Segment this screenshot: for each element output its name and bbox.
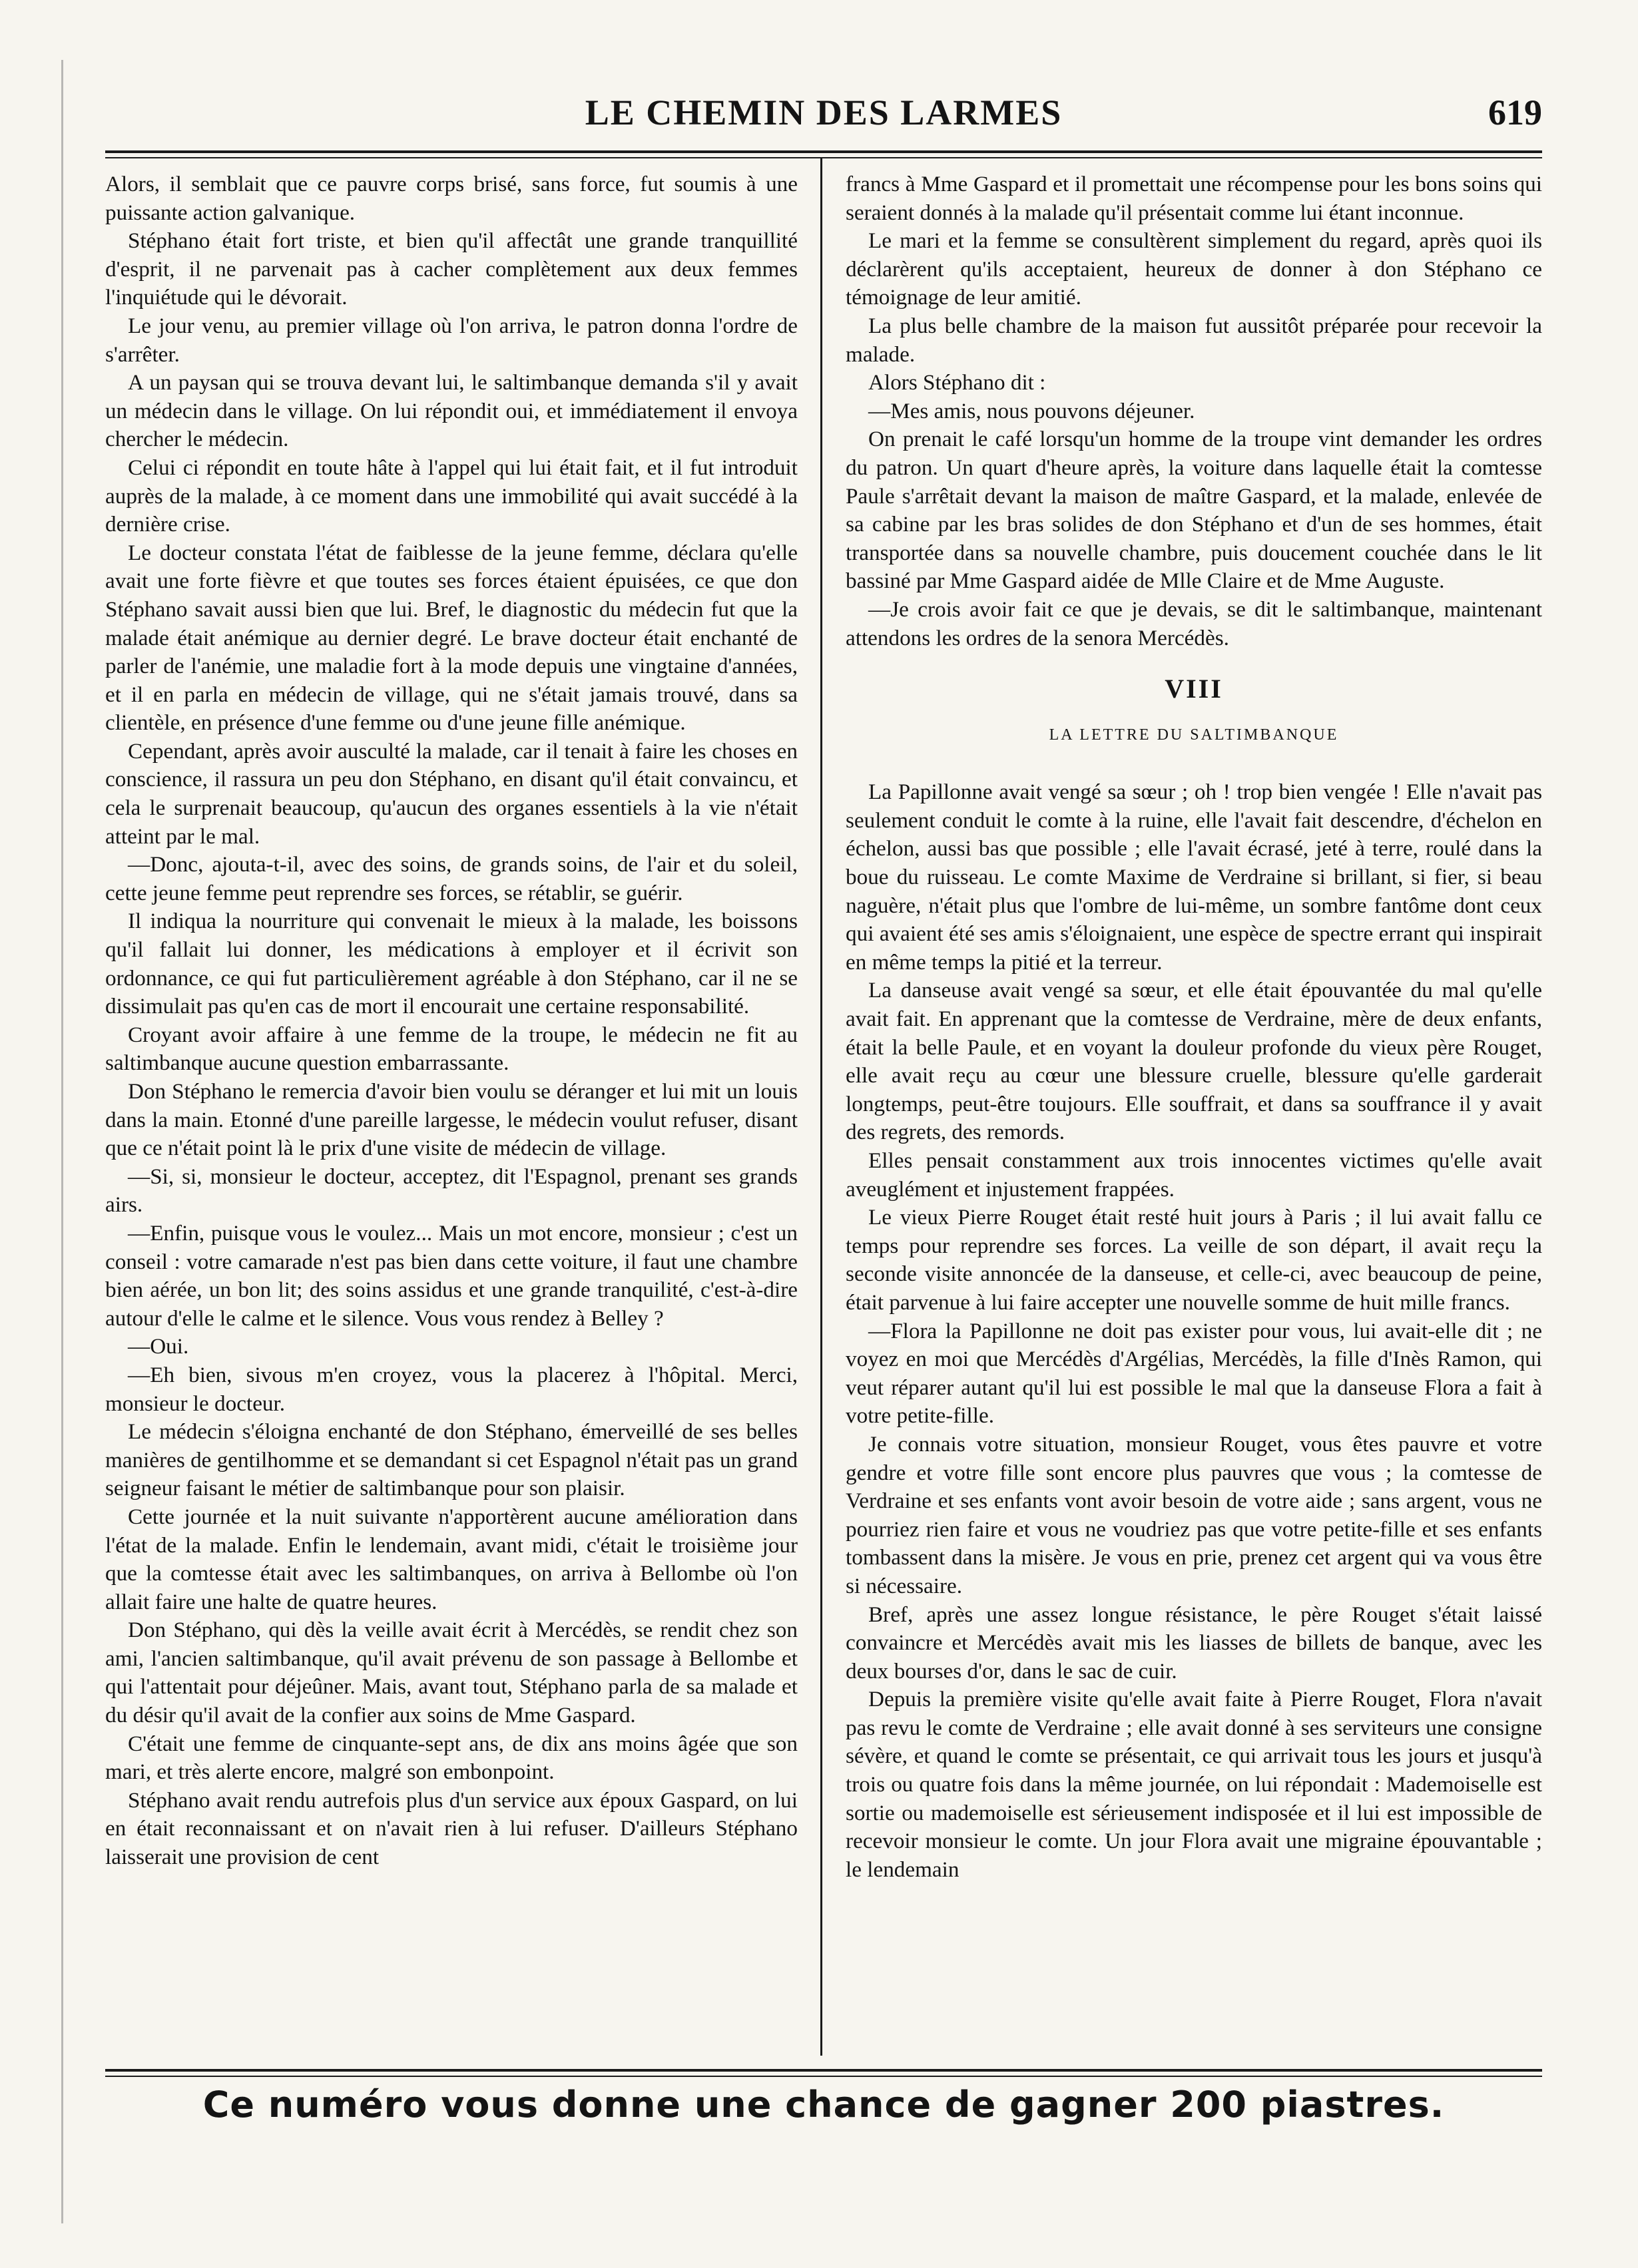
- paragraph: —Flora la Papillonne ne doit pas exister pour vous, lui avait-elle dit ; ne voyez en moi que Mercédès d'Argélias, Mercédès, la fille d'Inès Ramon, qui veut réparer autant qu'il lui est possible le mal que la danseuse Flora a fait à votre petite-fille.: [846, 1318, 1542, 1429]
- paragraph: Stéphano avait rendu autrefois plus d'un service aux époux Gaspard, on lui en était reconnaissant et on n'avait rien à lui refuser. D'ailleurs Stéphano laisserait une provision de cent: [105, 1787, 798, 1870]
- right-column-top: [846, 170, 1542, 652]
- paragraph: Il indiqua la nourriture qui convenait le mieux à la malade, les boissons qu'il fallait lui donner, les médications à employer et il écrivit son ordonnance, ce qui fut particulièrement agréable à don Stéphano, car il ne se dissimulait pas qu'en cas de mort il encourait une certaine responsabilité.: [105, 909, 798, 1019]
- footer-rule-thin: [105, 2076, 1542, 2077]
- footer-banner: Ce numéro vous donne une chance de gagner 200 piastres.: [202, 2084, 1445, 2126]
- paragraph: Celui ci répondit en toute hâte à l'appel qui lui était fait, et il fut introduit auprès de la malade, à ce moment dans une immobilité qui avait succédé à la dernière crise.: [105, 455, 798, 537]
- paragraph: —Mes amis, nous pouvons déjeuner.: [868, 398, 1195, 423]
- paragraph: —Enfin, puisque vous le voulez... Mais un mot encore, monsieur ; c'est un conseil : votre camarade n'est pas bien dans cette voiture, il faut une chambre bien aérée, un bon lit; des soins assidus et une grande tranquilité, c'est-à-dire autour d'elle le calme et le silence. Vous vous rendez à Belley ?: [105, 1220, 798, 1331]
- paragraph: —Oui.: [128, 1334, 189, 1359]
- paragraph: Stéphano était fort triste, et bien qu'il affectât une grande tranquillité d'esprit, il ne parvenait pas à cacher complètement aux deux femmes l'inquiétude qui le dévorait.: [105, 228, 798, 310]
- page: [105, 79, 1542, 2126]
- paragraph: —Si, si, monsieur le docteur, acceptez, dit l'Espagnol, prenant ses grands airs.: [105, 1164, 798, 1218]
- paragraph: Je connais votre situation, monsieur Rouget, vous êtes pauvre et votre gendre et votre fille sont encore plus pauvres que vous ; la comtesse de Verdraine et ses enfants vont avoir besoin de votre aide ; sans argent, vous ne pourriez rien faire et vous ne voudriez pas que votre petite-fille et ses enfants tombassent dans la misère. Je vous en prie, prenez cet argent qui va vous être si nécessaire.: [846, 1431, 1542, 1598]
- paragraph: Elles pensait constamment aux trois innocentes victimes qu'elle avait aveuglément et injustement frappées.: [846, 1148, 1542, 1202]
- paragraph: La Papillonne avait vengé sa sœur ; oh ! trop bien vengée ! Elle n'avait pas seulement conduit le comte à la ruine, elle l'avait fait descendre, d'échelon en échelon, aussi bas que possible ; elle l'avait écrasé, jeté à terre, roulé dans la boue du ruisseau. Le comte Maxime de Verdraine si brillant, si fier, si beau naguère, n'était plus que l'ombre de lui-même, un sombre fantôme dont ceux qui avaient été ses amis s'éloignaient, une espèce de spectre errant qui inspirait en même temps la pitié et la terreur.: [846, 780, 1542, 975]
- column-divider: [820, 158, 822, 2056]
- paragraph: C'était une femme de cinquante-sept ans, de dix ans moins âgée que son mari, et très alerte encore, malgré son embonpoint.: [105, 1731, 798, 1785]
- text-columns: [105, 158, 1542, 2126]
- right-column: [846, 170, 1542, 2074]
- running-header: [105, 79, 1542, 153]
- paragraph: Cependant, après avoir ausculté la malade, car il tenait à faire les choses en conscience, il rassura un peu don Stéphano, en disant qu'il était convaincu, et cela le surprenait beaucoup, qu'aucun des organes essentiels à la vie n'était atteint par le mal.: [105, 738, 798, 849]
- paragraph: —Eh bien, sivous m'en croyez, vous la placerez à l'hôpital. Merci, monsieur le docteur.: [105, 1362, 798, 1416]
- paragraph: Alors Stéphano dit :: [868, 370, 1046, 395]
- paragraph: A un paysan qui se trouva devant lui, le saltimbanque demanda s'il y avait un médecin dans le village. On lui répondit oui, et immédiatement il envoya chercher le médecin.: [105, 370, 798, 452]
- paragraph: —Donc, ajouta-t-il, avec des soins, de grands soins, de l'air et du soleil, cette jeune femme peut reprendre ses forces, se rétablir, se guérir.: [105, 852, 798, 905]
- paragraph: La plus belle chambre de la maison fut aussitôt préparée pour recevoir la malade.: [846, 313, 1542, 367]
- binding-margin-line: [61, 60, 63, 2223]
- paragraph: Le mari et la femme se consultèrent simplement du regard, après quoi ils déclarèrent qu'ils acceptaient, heureux de donner à don Stéphano ce témoignage de leur amitié.: [846, 228, 1542, 310]
- paragraph: Don Stéphano le remercia d'avoir bien voulu se déranger et lui mit un louis dans la main. Etonné d'une pareille largesse, le médecin voulut refuser, disant que ce n'était point là le prix d'une visite de médecin de village.: [105, 1079, 798, 1161]
- paragraph: francs à Mme Gaspard et il promettait une récompense pour les bons soins qui seraient donnés à la malade qu'il présentait comme lui étant inconnue.: [846, 172, 1542, 225]
- paragraph: Le vieux Pierre Rouget était resté huit jours à Paris ; il lui avait fallu ce temps pour reprendre ses forces. La veille de son départ, il avait reçu la seconde visite annoncée de la danseuse, et celle-ci, avec beaucoup de peine, était parvenue à lui faire accepter une nouvelle somme de huit mille francs.: [846, 1205, 1542, 1315]
- page-number: 619: [1488, 93, 1542, 132]
- paragraph: Le médecin s'éloigna enchanté de don Stéphano, émerveillé de ses belles manières de gentilhomme et se demandant si cet Espagnol n'était pas un grand seigneur faisant le métier de saltimbanque pour son plaisir.: [105, 1419, 798, 1501]
- paragraph: Croyant avoir affaire à une femme de la troupe, le médecin ne fit au saltimbanque aucune question embarrassante.: [105, 1022, 798, 1076]
- running-title: LE CHEMIN DES LARMES: [585, 93, 1063, 132]
- paragraph: Alors, il semblait que ce pauvre corps brisé, sans force, fut soumis à une puissante action galvanique.: [105, 172, 798, 225]
- paragraph: Cette journée et la nuit suivante n'apportèrent aucune amélioration dans l'état de la malade. Enfin le lendemain, avant midi, c'était le troisième jour que la comtesse était avec les saltimbanques, on arriva à Bellombe où l'on allait faire une halte de quatre heures.: [105, 1504, 798, 1614]
- right-column-bottom: [846, 778, 1542, 1884]
- footer-rule: [105, 2069, 1542, 2072]
- section-number: VIII: [1165, 674, 1223, 704]
- paragraph: Depuis la première visite qu'elle avait faite à Pierre Rouget, Flora n'avait pas revu le comte de Verdraine ; elle avait donné à ses serviteurs une consigne sévère, et quand le comte se présentait, ce qui arrivait tous les jours et jusqu'à trois ou quatre fois dans la même journée, on lui répondait : Mademoiselle est sortie ou mademoiselle est sérieusement indisposée et il lui est impossible de recevoir monsieur le comte. Un jour Flora avait une migraine épouvantable ; le lendemain: [846, 1687, 1542, 1882]
- paragraph: Le jour venu, au premier village où l'on arriva, le patron donna l'ordre de s'arrêter.: [105, 313, 798, 367]
- paragraph: La danseuse avait vengé sa sœur, et elle était épouvantée du mal qu'elle avait fait. En apprenant que la comtesse de Verdraine, mère de deux enfants, était la belle Paule, et en voyant la douleur profonde du vieux père Rouget, elle avait reçu au cœur une blessure cruelle, blessure qu'elle garderait longtemps, peut-être toujours. Elle souffrait, et dans sa souffrance il y avait des regrets, des remords.: [846, 978, 1542, 1145]
- left-column: [105, 170, 798, 2074]
- paragraph: Don Stéphano, qui dès la veille avait écrit à Mercédès, se rendit chez son ami, l'ancien saltimbanque, qu'il avait prévenu de son passage à Bellombe et qui l'attentait pour déjeûner. Mais, avant tout, Stéphano parla de sa malade et du désir qu'il avait de la confier aux soins de Mme Gaspard.: [105, 1618, 798, 1728]
- section-title: LA LETTRE DU SALTIMBANQUE: [1049, 726, 1339, 744]
- paragraph: Le docteur constata l'état de faiblesse de la jeune femme, déclara qu'elle avait une forte fièvre et que toutes ses forces étaient épuisées, ce que don Stéphano savait aussi bien que lui. Bref, le diagnostic du médecin fut que la malade était anémique au dernier degré. Le brave docteur était enchanté de parler de l'anémie, une maladie fort à la mode depuis une vingtaine d'années, et il en parla en médecin de village, qui ne s'était jamais trouvé, dans sa clientèle, en présence d'une femme ou d'une jeune fille anémique.: [105, 540, 798, 736]
- paragraph: Bref, après une assez longue résistance, le père Rouget s'était laissé convaincre et Mercédès avait mis les liasses de billets de banque, avec les deux bourses d'or, dans le sac de cuir.: [846, 1602, 1542, 1684]
- paragraph: On prenait le café lorsqu'un homme de la troupe vint demander les ordres du patron. Un quart d'heure après, la voiture dans laquelle était la comtesse Paule s'arrêtait devant la maison de maître Gaspard, et la malade, enlevée de sa cabine par les bras solides de don Stéphano et d'un de ses hommes, était transportée dans sa nouvelle chambre, puis doucement couchée dans le lit bassiné par Mme Gaspard aidée de Mlle Claire et de Mme Auguste.: [846, 427, 1542, 594]
- paragraph: —Je crois avoir fait ce que je devais, se dit le saltimbanque, maintenant attendons les ordres de la senora Mercédès.: [846, 596, 1542, 650]
